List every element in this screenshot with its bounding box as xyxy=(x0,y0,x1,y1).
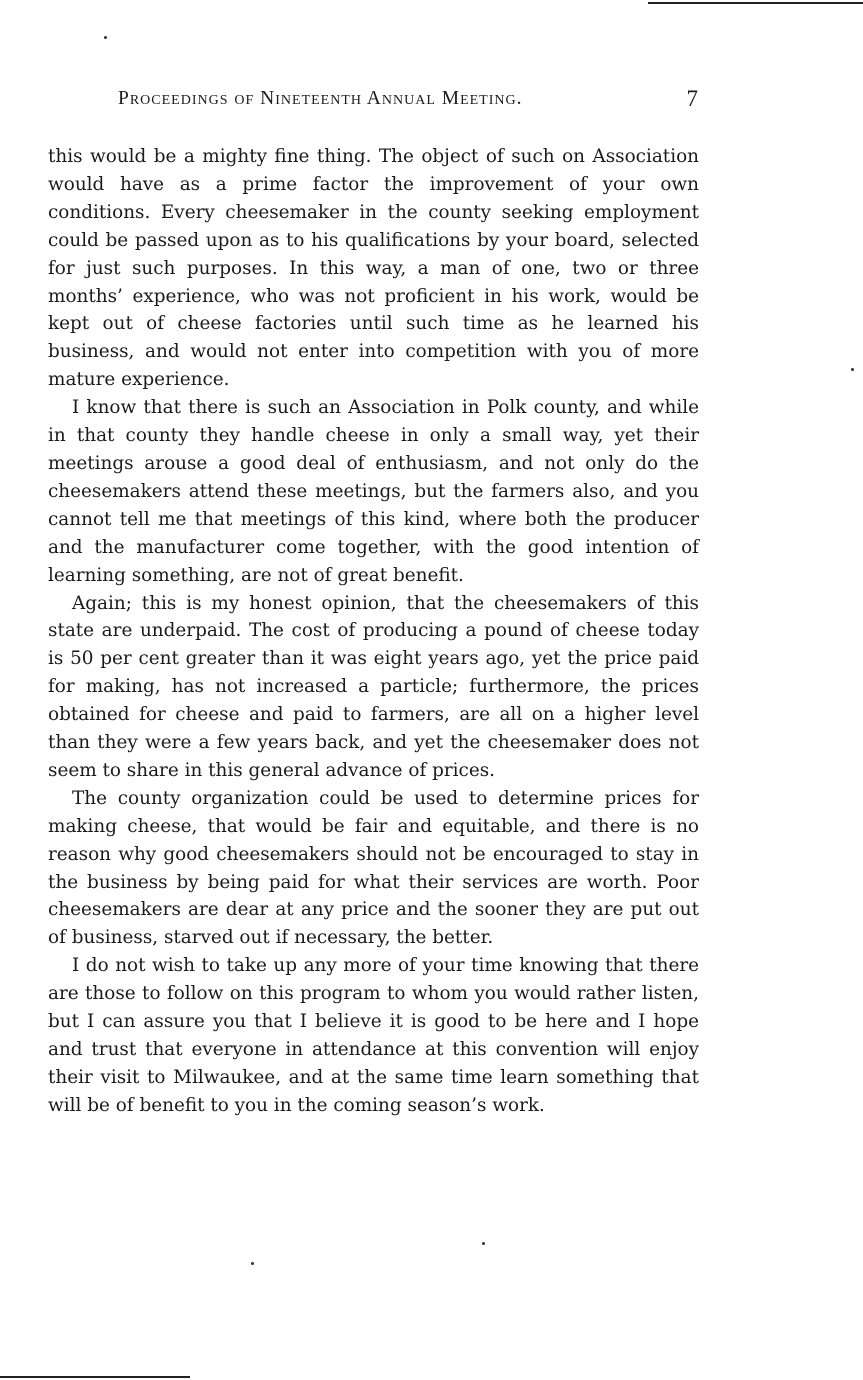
paragraph-1: this would be a mighty fine thing. The object of such on Association would have as a prime factor the improvement of your own conditions. Every cheesemaker in the county seeking employment could be passed upon as to his qualifications by your board, selected for just such purposes. In this way, a man of one, two or three months’ experience, who was not proficient in his work, would be kept out of cheese factories until such time as he learned his business, and would not enter into competition with you of more mature experience. xyxy=(48,146,699,391)
running-header-title: Proceedings of Nineteenth Annual Meeting. xyxy=(118,88,523,109)
paragraph-2: I know that there is such an Association in Polk county, and while in that county they handle cheese in only a small way, yet their meetings arouse a good deal of enthusiasm, and not only do the cheesemakers attend these meetings, but the farmers also, and you cannot tell me that meetings of this kind, where both the producer and the manufacturer come together, with the good intention of learning something, are not of great benefit. xyxy=(48,397,699,586)
scan-speck xyxy=(104,36,107,39)
paragraph-4: The county organization could be used to determine prices for making cheese, that would be fair and equitable, and there is no reason why good cheesemakers should not be encouraged to stay in the business by being paid for what their services are worth. Poor cheesemakers are dear at any price and the sooner they are put out of business, starved out if necessary, the better. xyxy=(48,787,699,949)
paragraph-3: Again; this is my honest opinion, that the cheesemakers of this state are underpaid. The cost of producing a pound of cheese today is 50 per cent greater than it was eight years ago, yet the price paid for making, has not increased a particle; furthermore, the prices obtained for cheese and paid to farmers, are all on a higher level than they were a few years back, and yet the cheesemaker does not seem to share in this general advance of prices. xyxy=(48,592,699,781)
scan-edge-top xyxy=(648,2,863,4)
page-number: 7 xyxy=(686,86,698,111)
scan-speck xyxy=(482,1242,485,1245)
running-header xyxy=(118,86,698,118)
scan-speck xyxy=(851,368,854,371)
body-text xyxy=(48,143,699,1120)
scan-speck xyxy=(251,1262,254,1265)
paragraph-5: I do not wish to take up any more of your time knowing that there are those to follow on this program to whom you would rather listen, but I can assure you that I believe it is good to be here and I hope and trust that everyone in attendance at this convention will enjoy their visit to Milwaukee, and at the same time learn something that will be of benefit to you in the coming season’s work. xyxy=(48,955,699,1116)
scan-edge-bottom xyxy=(0,1376,190,1378)
